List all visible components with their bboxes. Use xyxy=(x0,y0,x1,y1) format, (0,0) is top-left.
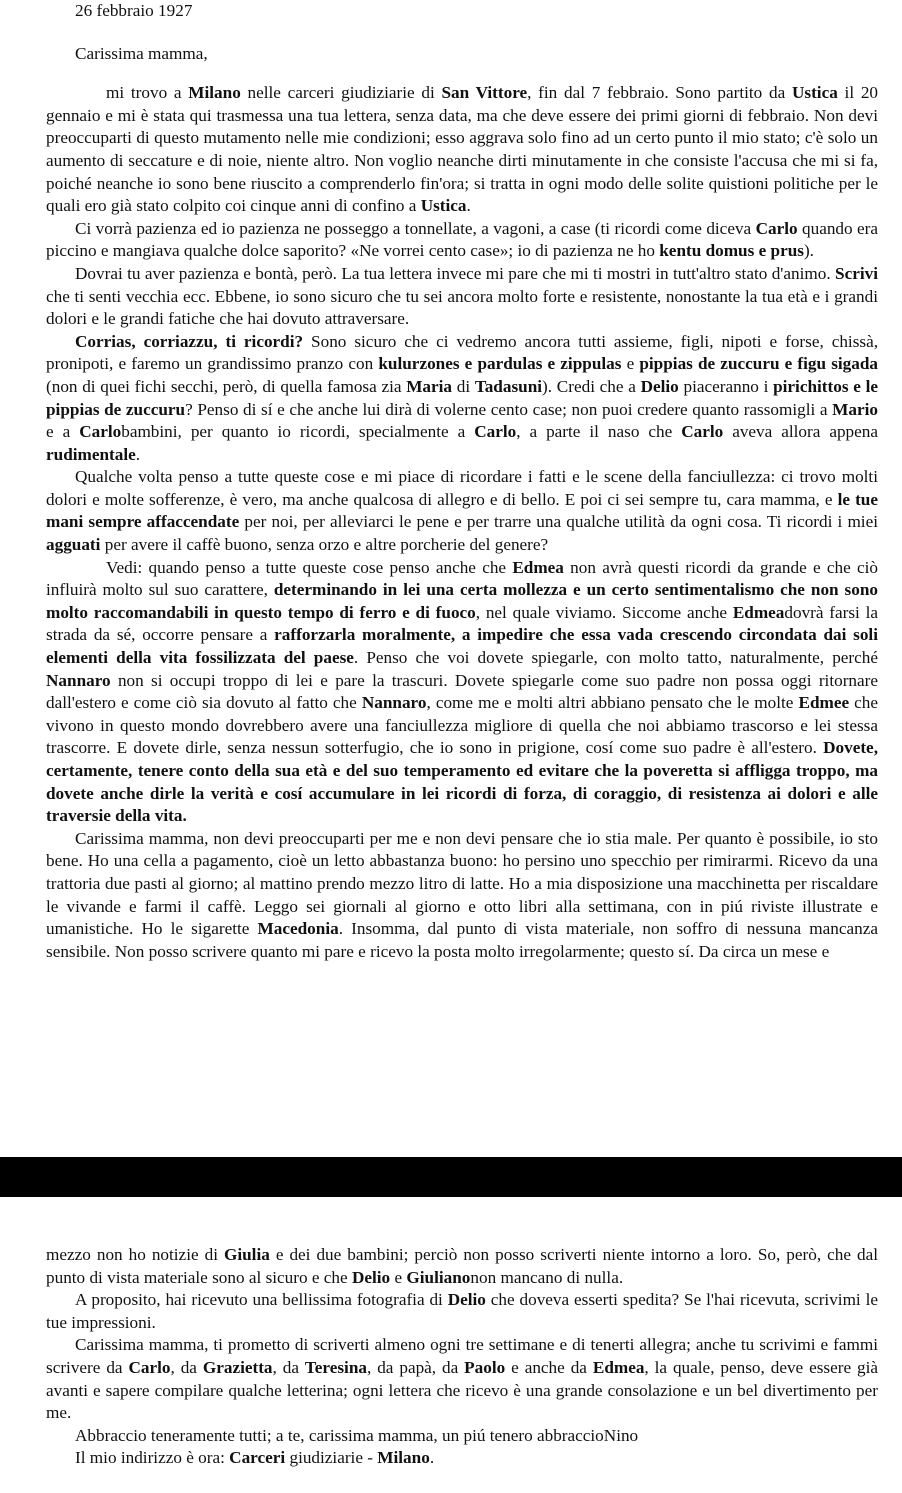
text-run: , fin dal 7 febbraio. Sono partito da xyxy=(527,83,792,103)
text-run: , nel quale viviamo. Siccome anche xyxy=(475,602,733,622)
text-run: e dei due bambini; perciò non posso scriverti niente intorno a loro. So, però, che dal punto di vista materiale sono al sicuro e che xyxy=(46,1245,878,1287)
emphasis-text: rudimentale xyxy=(46,444,136,464)
text-run: , da xyxy=(272,1357,305,1377)
text-run: mezzo non ho notizie di xyxy=(46,1245,224,1264)
emphasis-text: Paolo xyxy=(464,1357,506,1377)
emphasis-text: determinando in lei una certa mollezza e un certo sentimentalismo che non sono molto raccomandabili in questo tempo di ferro e di fuoco xyxy=(46,580,878,622)
text-run: ). Credi che a xyxy=(542,376,641,396)
text-run: e xyxy=(621,354,640,374)
text-run: Sono sicuro che ci vedremo ancora tutti assieme, figli, nipoti e forse, chissà, pronipoti, e faremo un grandissimo pranzo con xyxy=(46,331,878,374)
emphasis-text: Carlo xyxy=(128,1357,171,1377)
text-run: Carissima mamma, ti prometto di scriverti almeno ogni tre settimane e di tenerti allegra; anche tu scrivimi e fammi scrivere da xyxy=(46,1335,878,1377)
text-run: Vedi: quando penso a tutte queste cose penso anche che xyxy=(106,557,513,577)
text-run: per avere il caffè buono, senza orzo e altre porcherie del genere? xyxy=(100,535,549,555)
letter-body-top xyxy=(46,82,878,963)
paragraph xyxy=(46,1425,878,1448)
text-run: Qualche volta penso a tutte queste cose e mi piace di ricordare i fatti e le scene della fanciullezza: ci trovo molti dolori e molte sofferenze, è vero, ma anche qualcosa di allegro e di bello. E poi ci sei sempre tu, cara mamma, e xyxy=(46,467,878,509)
text-run: non si occupi troppo di lei e pare la trascuri. Dovete spiegarle come suo padre non possa oggi ritornare dall'estero e come ciò sia dovuto al fatto che xyxy=(46,670,878,713)
text-run: , come me e molti altri abbiano pensato che le molte xyxy=(426,693,799,713)
paragraph xyxy=(46,828,878,964)
text-run: e a xyxy=(46,422,80,442)
paragraph xyxy=(46,466,878,556)
text-run: e anche da xyxy=(505,1357,593,1377)
emphasis-text: Giuliano xyxy=(406,1267,471,1287)
emphasis-text: Carlo xyxy=(79,422,122,442)
black-divider-bar xyxy=(0,1157,902,1197)
text-run: non avrà questi ricordi da grande e che ciò influirà molto sul suo carattere, xyxy=(46,557,879,600)
emphasis-text: Scrivi xyxy=(835,263,878,283)
text-run: ). xyxy=(803,241,814,261)
emphasis-text: le tue mani sempre affaccendate xyxy=(46,489,878,532)
emphasis-text: Tadasuni xyxy=(474,376,543,396)
text-run: dovrà farsi la strada da sé, occorre pensare a xyxy=(46,602,879,645)
emphasis-text: Edmea xyxy=(512,557,564,577)
paragraph xyxy=(46,1244,878,1289)
paragraph xyxy=(46,218,878,263)
emphasis-text: pippias de zuccuru e figu sigada xyxy=(639,354,878,374)
text-run: e xyxy=(390,1267,407,1287)
text-run: , a parte il naso che xyxy=(516,422,682,442)
emphasis-text: Delio xyxy=(351,1267,391,1287)
text-run: Carissima mamma, non devi preoccuparti per me e non devi pensare che io stia male. Per quanto è possibile, io sto bene. Ho una cella a pagamento, cioè un letto abbastanza buono: ho persino uno specchio per rimirarmi. Ricevo da una trattoria due pasti al giorno; al mattino prendo mezzo litro di latte. Ho a mia disposizione una macchinetta per riscaldare le vivande e farmi il caffè. Leggo sei giornali al giorno e otto libri alla settimana, con in piú riviste illustrate e umanistiche. Ho le sigarette xyxy=(46,828,878,939)
text-run: che doveva esserti spedita? Se l'hai ricevuta, scrivimi le tue impressioni. xyxy=(46,1290,878,1332)
emphasis-text: Maria xyxy=(406,376,453,396)
paragraph xyxy=(46,557,878,828)
emphasis-text: Giulia xyxy=(223,1245,270,1264)
emphasis-text: San Vittore xyxy=(441,83,528,103)
paragraph xyxy=(46,1334,878,1424)
emphasis-text: Corrias, corriazzu, ti ricordi? xyxy=(75,331,304,351)
text-run: che vivono in questo mondo dovrebbero avere una fanciullezza migliore di quella che noi abbiamo trascorso e lei stessa trascorre. E dovete dirle, senza nessun sotterfugio, che io sono in prigione, cosí come suo padre è all'estero. xyxy=(46,693,878,758)
text-run: . xyxy=(466,196,471,216)
text-run: A proposito, hai ricevuto una bellissima fotografia di xyxy=(75,1290,448,1310)
text-run: . xyxy=(135,444,141,464)
emphasis-text: agguati xyxy=(46,535,101,555)
text-run: aveva allora appena xyxy=(723,422,878,442)
text-run: mi trovo a xyxy=(106,83,189,103)
text-run: che ti senti vecchia ecc. Ebbene, io sono sicuro che tu sei ancora molto forte e resistente, nonostante la tua età e i grandi dolori e le grandi fatiche che hai dovuto attraversare. xyxy=(46,286,878,329)
text-run: nelle carceri giudiziarie di xyxy=(240,83,442,103)
letter-body-bottom xyxy=(46,1244,878,1470)
text-run: quando era piccino e mangiava qualche dolce saporito? «Ne vorrei cento case»; io di pazienza ne ho xyxy=(46,218,878,261)
emphasis-text: Milano xyxy=(377,1448,430,1468)
text-run: , da xyxy=(170,1357,203,1377)
text-run: ? Penso di sí e che anche lui dirà di volerne cento case; non puoi credere quanto rassomigli a xyxy=(185,399,833,419)
emphasis-text: pirichittos e le pippias de zuccuru xyxy=(46,376,878,419)
text-run: Il mio indirizzo è ora: xyxy=(75,1448,230,1468)
emphasis-text: Milano xyxy=(188,83,241,103)
text-run: . Insomma, dal punto di vista materiale, non soffro di nessuna mancanza sensibile. Non posso scrivere quanto mi pare e ricevo la posta molto irregolarmente; questo sí. Da circa un mese e xyxy=(46,919,878,961)
text-run: il 20 gennaio e mi è stata qui trasmessa una tua lettera, senza data, ma che deve essere dei primi giorni di febbraio. Non devi preoccuparti di questo mutamento nelle mie condizioni; esso aggrava solo fino ad un certo punto il mio stato; c'è solo un aumento di seccature e di noie, niente altro. Non voglio neanche dirti minutamente in che consiste l'accusa che mi si fa, poiché neanche io sono bene riuscito a comprenderlo fin'ora; si tratta in ogni modo delle solite quistioni politiche per le quali ero già stato colpito coi cinque anni di confino a xyxy=(46,83,879,216)
paragraph xyxy=(46,1289,878,1334)
text-run: Ci vorrà pazienza ed io pazienza ne posseggo a tonnellate, a vagoni, a case (ti ricordi come diceva xyxy=(75,218,756,238)
emphasis-text: Grazietta xyxy=(202,1357,273,1377)
paragraph xyxy=(46,331,878,467)
emphasis-text: Carlo xyxy=(474,422,517,442)
text-run: Abbraccio teneramente tutti; a te, carissima mamma, un piú tenero abbraccioNino xyxy=(75,1425,639,1445)
emphasis-text: Mario xyxy=(832,399,878,419)
letter-page-bottom xyxy=(46,1244,878,1470)
emphasis-text: kentu domus e prus xyxy=(659,241,804,261)
letter-date: 26 febbraio 1927 xyxy=(75,1,193,20)
letter-salutation: Carissima mamma, xyxy=(75,43,208,63)
text-run: per noi, per alleviarci le pene e per trarre una qualche utilità da ogni cosa. Ti ricordi i miei xyxy=(239,512,878,532)
emphasis-text: Carlo xyxy=(755,218,798,238)
text-run: Dovrai tu aver pazienza e bontà, però. La tua lettera invece mi pare che mi ti mostri in tutt'altro stato d'animo. xyxy=(75,263,836,283)
text-run: . Penso che voi dovete spiegarle, con molto tatto, naturalmente, perché xyxy=(353,648,878,668)
text-run: , la quale, penso, deve essere già avanti e sapere compilare qualche letterina; ogni lettera che ricevo è una grande consolazione e un bel divertimento per me. xyxy=(46,1357,879,1423)
paragraph xyxy=(46,82,878,218)
text-run: (non di quei fichi secchi, però, di quella famosa zia xyxy=(46,376,407,396)
letter-page-top xyxy=(46,0,878,963)
emphasis-text: Edmea xyxy=(732,602,785,622)
emphasis-text: Teresina xyxy=(304,1357,367,1377)
emphasis-text: Edmea xyxy=(592,1357,645,1377)
emphasis-text: Ustica xyxy=(791,83,838,103)
emphasis-text: Dovete, certamente, tenere conto della sua età e del suo temperamento ed evitare che la poveretta si affligga troppo, ma dovete anche dirle la verità e cosí accumulare in lei ricordi di forza, di coraggio, di resistenza ai dolori e alle traversie della vita. xyxy=(46,738,878,826)
emphasis-text: Edmee xyxy=(798,693,850,713)
emphasis-text: Ustica xyxy=(420,196,467,216)
emphasis-text: Delio xyxy=(447,1290,486,1310)
text-run: bambini, per quanto io ricordi, specialmente a xyxy=(121,422,475,442)
emphasis-text: Nannaro xyxy=(46,670,111,690)
emphasis-text: Delio xyxy=(640,376,679,396)
paragraph xyxy=(46,263,878,331)
text-run: di xyxy=(452,376,475,396)
paragraph xyxy=(46,1447,878,1470)
emphasis-text: kulurzones e pardulas e zippulas xyxy=(378,354,622,374)
text-run: , da papà, da xyxy=(366,1357,465,1377)
text-run: non mancano di nulla. xyxy=(470,1267,624,1287)
emphasis-text: Carlo xyxy=(681,422,724,442)
emphasis-text: rafforzarla moralmente, a impedire che essa vada crescendo circondata dai soli elementi della vita fossilizzata del paese xyxy=(46,625,878,668)
text-run: giudiziarie - xyxy=(285,1448,378,1468)
text-run: . xyxy=(429,1448,435,1468)
emphasis-text: Nannaro xyxy=(361,693,427,713)
emphasis-text: Carceri xyxy=(229,1448,286,1468)
text-run: piaceranno i xyxy=(678,376,774,396)
emphasis-text: Macedonia xyxy=(257,919,339,939)
